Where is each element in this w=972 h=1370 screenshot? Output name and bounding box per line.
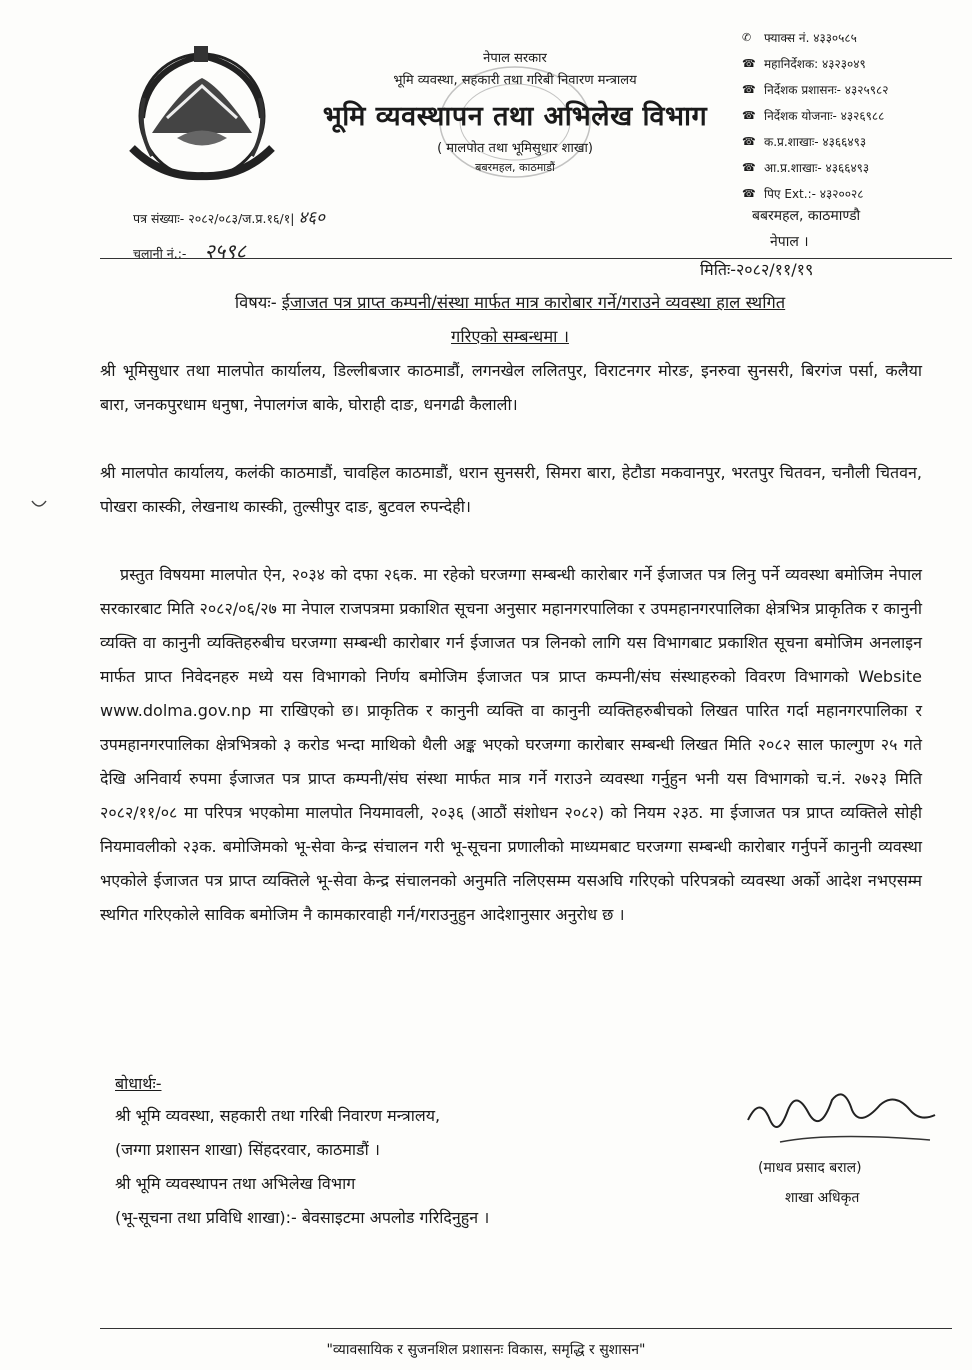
contact-text: पिए Ext.:- ४३२००२८ bbox=[764, 186, 864, 201]
office-address-line1: बबरमहल, काठमाण्डौ bbox=[752, 208, 861, 224]
subject-text: ईजाजत पत्र प्राप्त कम्पनी/संस्था मार्फत मात्र कारोबार गर्ने/गराउने व्यवस्था हाल स्थगित bbox=[281, 293, 786, 312]
fax-icon: ✆ bbox=[742, 30, 752, 44]
contact-phone bbox=[742, 128, 962, 154]
letter-number-label: पत्र संख्याः- २०८२/०८३/ज.प्र.१६/१| bbox=[133, 211, 295, 226]
contact-fax bbox=[742, 24, 962, 50]
subject-label: विषयः- bbox=[234, 293, 277, 312]
department-title: भूमि व्यवस्थापन तथा अभिलेख विभाग bbox=[322, 101, 708, 132]
letter-body-text: प्रस्तुत विषयमा मालपोत ऐन, २०३४ को दफा २६क. मा रहेको घरजग्गा सम्बन्धी कारोबार गर्ने ईजाजत पत्र लिनु पर्ने व्यवस्था बमोजिम नेपाल सरकारबाट मिति २०८२/०६/२७ मा नेपाल राजपत्रमा प्रकाशित सूचना अनुसार महानगरपालिका र उपमहानगरपालिका क्षेत्रभित्र प्राकृतिक र कानुनी व्यक्ति वा कानुनी व्यक्तिहरुबीच घरजग्गा सम्बन्धी कारोबार गर्न ईजाजत पत्र लिनको लागि यस विभागबाट प्रकाशित सूचना बमोजिम अनलाइन मार्फत प्राप्त निवेदनहरु मध्ये यस विभागको निर्णय बमोजिम ईजाजत पत्र प्राप्त कम्पनी/संघ संस्थाहरुको विवरण विभागको Website www.dolma.gov.np मा राखिएको छ। प्राकृतिक र कानुनी व्यक्ति वा कानुनी व्यक्तिहरुबीचको लिखत पारित गर्दा महानगरपालिका र उपमहानगरपालिका क्षेत्रभित्रको ३ करोड भन्दा माथिको थैली अङ्क भएको घरजग्गा कारोबार सम्बन्धी लिखत मिति २०८२ साल फाल्गुण २५ गते देखि अनिवार्य रुपमा ईजाजत पत्र प्राप्त कम्पनी/संघ संस्था मार्फत मात्र गर्ने गराउने व्यवस्था गर्नुहुन भनी यस विभागको च.नं. २७२३ मिति २०८२/११/०८ मा परिपत्र भएकोमा मालपोत नियमावली, २०३६ (आठौं संशोधन २०८२) को नियम २३ठ. मा ईजाजत पत्र प्राप्त व्यक्तिले सोही नियमावलीको २३क. बमोजिमको भू-सेवा केन्द्र संचालन गरी भू-सूचना प्रणालीको माध्यमबाट घरजग्गा सम्बन्धी कारोबार गर्नुपर्ने कानुनी व्यवस्था भएकोले ईजाजत पत्र प्राप्त व्यक्तिले भू-सेवा केन्द्र संचालनको अनुमति नलिएसम्म यसअघि गरिएको परिपत्रको व्यवस्था अर्को आदेश नभएसम्म स्थगित गरिएकोले साविक बमोजिम नै कामकारवाही गर्न/गराउनुहुन आदेशानुसार अनुरोध छ । bbox=[100, 565, 923, 924]
contact-text: महानिर्देशक: ४३२३०४९ bbox=[764, 56, 866, 71]
contact-phone bbox=[742, 76, 962, 102]
subject-line-2 bbox=[100, 322, 920, 352]
cc-line: (भू-सूचना तथा प्रविधि शाखा):- बेवसाइटमा अपलोड गरिदिनुहुन । bbox=[115, 1208, 490, 1227]
phone-icon: ☎ bbox=[742, 56, 756, 70]
header-address: बबरमहल, काठमाडौं bbox=[475, 161, 555, 174]
letter-number bbox=[133, 205, 325, 228]
contact-text: क.प्र.शाखाः- ४३६६४९३ bbox=[764, 134, 867, 149]
signatory-title: शाखा अधिकृत bbox=[785, 1190, 860, 1206]
cc-label: बोधार्थः- bbox=[115, 1074, 162, 1093]
signature-mark bbox=[740, 1080, 940, 1160]
section-line: ( मालपोत तथा भूमिसुधार शाखा) bbox=[437, 141, 593, 156]
header-divider bbox=[100, 258, 952, 259]
letter-date: मितिः-२०८२/११/१९ bbox=[700, 260, 814, 279]
phone-icon: ☎ bbox=[742, 82, 756, 96]
footer-motto: "व्यावसायिक र सुजनशिल प्रशासनः विकास, समृद्धि र सुशासन" bbox=[326, 1342, 646, 1358]
dispatch-number bbox=[133, 237, 246, 264]
contact-text: निर्देशक प्रशासनः- ४३२५९८२ bbox=[764, 82, 889, 97]
contact-phone bbox=[742, 102, 962, 128]
recipient-list-2: श्री मालपोत कार्यालय, कलंकी काठमाडौं, चावहिल काठमाडौं, धरान सुनसरी, सिमरा बारा, हेटौडा मकवानपुर, भरतपुर चितवन, चनौली चितवन, पोखरा कास्की, लेखनाथ कास्की, तुल्सीपुर दाङ, बुटवल रुपन्देही। bbox=[100, 463, 922, 516]
cc-line: (जग्गा प्रशासन शाखा) सिंहदरवार, काठमाडौं । bbox=[115, 1140, 380, 1159]
subject-text-cont: गरिएको सम्बन्धमा । bbox=[451, 327, 569, 346]
office-address-line2: नेपाल । bbox=[770, 234, 809, 250]
nepal-government-emblem bbox=[122, 38, 282, 188]
letter-body bbox=[100, 558, 922, 932]
ministry-line: भूमि व्यवस्था, सहकारी तथा गरिबी निवारण मन्त्रालय bbox=[393, 73, 637, 88]
letter-number-handwritten: ४६० bbox=[298, 208, 325, 228]
recipient-list-1: श्री भूमिसुधार तथा मालपोत कार्यालय, डिल्लीबजार काठमाडौं, लगनखेल ललितपुर, विराटनगर मोरङ, इनरुवा सुनसरी, बिरगंज पर्सा, कलैया बारा, जनकपुरधाम धनुषा, नेपालगंज बाके, घोराही दाङ, धनगढी कैलाली। bbox=[100, 361, 922, 414]
contact-text: फ्याक्स नं. ४३३०५८५ bbox=[764, 30, 857, 45]
phone-icon: ☎ bbox=[742, 134, 756, 148]
footer-divider bbox=[100, 1328, 952, 1329]
contact-phone bbox=[742, 154, 962, 180]
contact-list bbox=[742, 24, 962, 206]
dispatch-number-handwritten: २५९८ bbox=[204, 239, 247, 263]
cc-line: श्री भूमि व्यवस्थापन तथा अभिलेख विभाग bbox=[115, 1174, 356, 1193]
dispatch-number-label: चलानी नं.:- bbox=[133, 246, 187, 261]
phone-icon: ☎ bbox=[742, 186, 756, 200]
margin-mark bbox=[30, 498, 48, 512]
phone-icon: ☎ bbox=[742, 108, 756, 122]
cc-line: श्री भूमि व्यवस्था, सहकारी तथा गरिबी निवारण मन्त्रालय, bbox=[115, 1106, 441, 1125]
contact-text: आ.प्र.शाखाः- ४३६६४९३ bbox=[764, 160, 870, 175]
signatory-name: (माधव प्रसाद बराल) bbox=[758, 1160, 862, 1176]
phone-icon: ☎ bbox=[742, 160, 756, 174]
contact-phone bbox=[742, 180, 962, 206]
subject-line bbox=[100, 288, 920, 318]
government-line: नेपाल सरकार bbox=[483, 51, 547, 66]
contact-phone bbox=[742, 50, 962, 76]
contact-text: निर्देशक योजनाः- ४३२६९८८ bbox=[764, 108, 885, 123]
